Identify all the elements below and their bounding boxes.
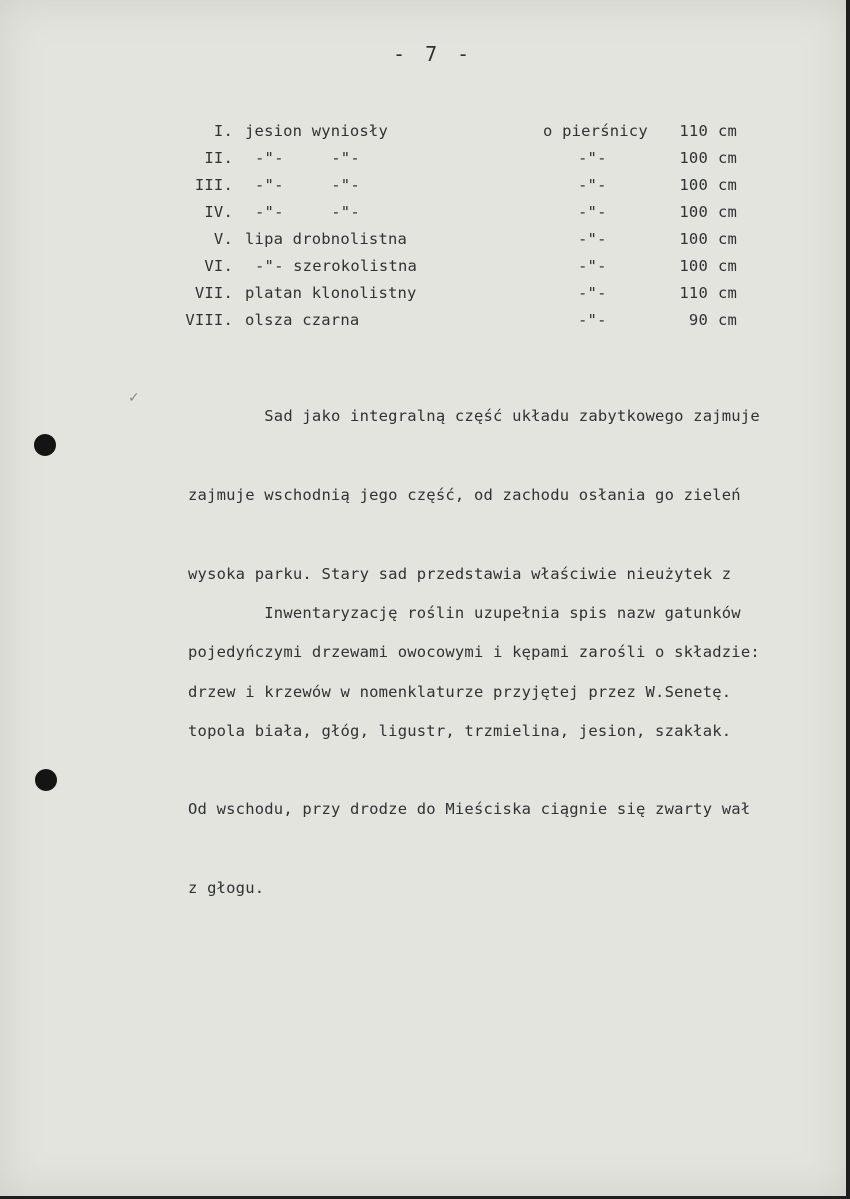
measure-value: 100 <box>679 149 708 167</box>
row-number: VI. <box>204 257 233 275</box>
species-name: -"- -"- <box>255 203 360 221</box>
measure-value: 110 <box>679 284 708 302</box>
measure-value: 110 <box>679 122 708 140</box>
paragraph-line: topola biała, głóg, ligustr, trzmielina, jesion, szakłak. <box>188 721 732 740</box>
row-number: II. <box>204 149 233 167</box>
measure-label: -"- <box>578 257 607 275</box>
species-name: lipa drobnolistna <box>245 230 408 248</box>
measure-value: 100 <box>679 230 708 248</box>
row-number: VII. <box>194 284 233 302</box>
paragraph-line: Od wschodu, przy drodze do Mieściska ciągnie się zwarty wał <box>188 800 751 819</box>
measure-unit: cm <box>718 203 738 221</box>
row-number: I. <box>213 122 233 140</box>
paragraph-line: zajmuje wschodnią jego część, od zachodu osłania go zieleń <box>188 486 741 505</box>
row-number: III. <box>194 176 233 194</box>
page-number: - 7 - <box>393 42 474 66</box>
measure-value: 100 <box>679 203 708 221</box>
paragraph-line: Inwentaryzację roślin uzupełnia spis nazw gatunków <box>188 604 741 623</box>
measure-unit: cm <box>718 230 738 248</box>
paragraph-inventory <box>188 548 741 758</box>
species-name: -"- -"- <box>255 176 360 194</box>
measure-label: -"- <box>578 203 607 221</box>
punch-hole <box>35 769 57 791</box>
species-name: jesion wyniosły <box>245 122 388 140</box>
paragraph-line: Sad jako integralną część układu zabytkowego zajmuje <box>188 407 760 426</box>
species-name: platan klonolistny <box>245 284 417 302</box>
paragraph-line: pojedyńczymi drzewami owocowymi i kępami zarośli o składzie: <box>188 643 760 662</box>
punch-hole <box>34 434 56 456</box>
measure-label: -"- <box>578 176 607 194</box>
species-name: -"- szerokolistna <box>255 257 418 275</box>
measure-label: -"- <box>578 311 607 329</box>
measure-value: 90 <box>688 311 708 329</box>
measure-label: -"- <box>578 230 607 248</box>
measure-label: -"- <box>578 284 607 302</box>
species-name: -"- -"- <box>255 149 360 167</box>
measure-value: 100 <box>679 176 708 194</box>
measure-unit: cm <box>718 176 738 194</box>
species-name: olsza czarna <box>245 311 360 329</box>
measure-unit: cm <box>718 284 738 302</box>
paragraph-line: wysoka parku. Stary sad przedstawia właściwie nieużytek z <box>188 564 732 583</box>
measure-unit: cm <box>718 149 738 167</box>
paragraph-line: drzew i krzewów w nomenklaturze przyjętej przez W.Senetę. <box>188 683 732 702</box>
measure-label: -"- <box>578 149 607 167</box>
measure-unit: cm <box>718 122 738 140</box>
row-number: V. <box>213 230 233 248</box>
paragraph-line: z głogu. <box>188 879 265 898</box>
pencil-mark: ✓ <box>128 390 140 406</box>
row-number: VIII. <box>185 311 233 329</box>
measure-label: o pierśnicy <box>543 122 648 140</box>
measure-unit: cm <box>718 311 738 329</box>
measure-unit: cm <box>718 257 738 275</box>
scan-edge-right <box>846 0 850 1199</box>
row-number: IV. <box>204 203 233 221</box>
measure-value: 100 <box>679 257 708 275</box>
